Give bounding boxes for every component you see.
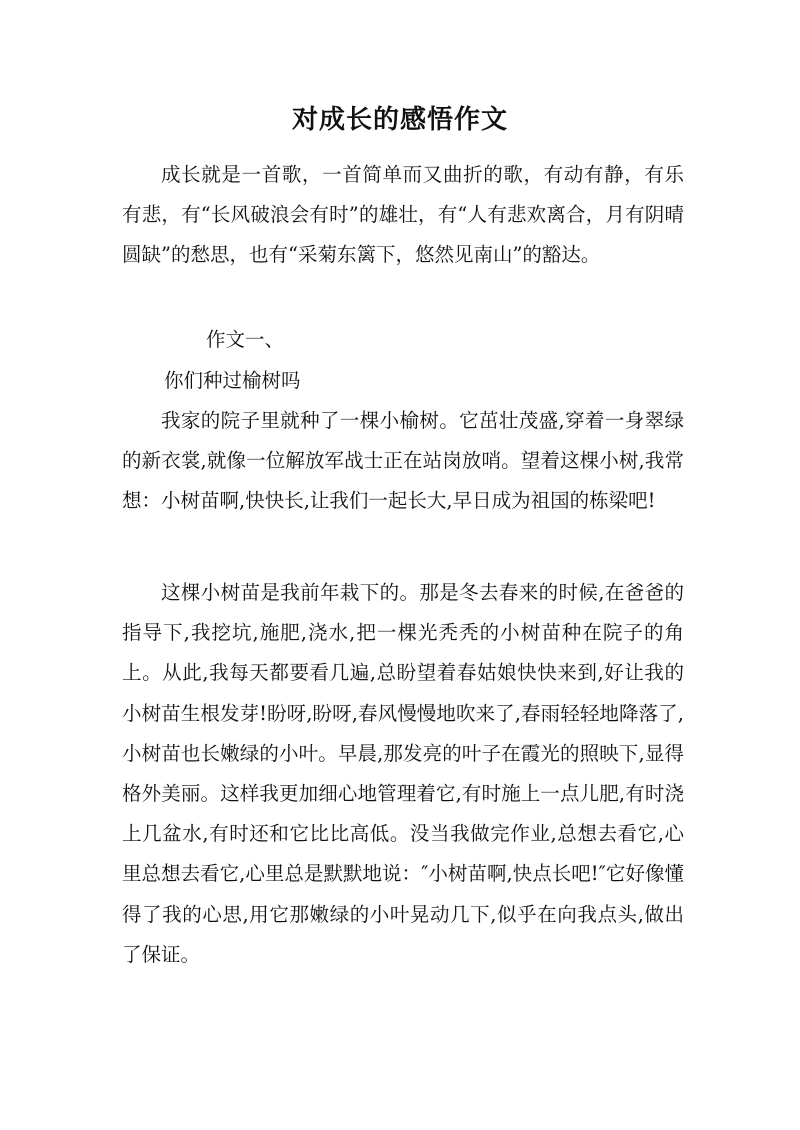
intro-paragraph: 成长就是一首歌，一首简单而又曲折的歌，有动有静，有乐有悲，有“长风破浪会有时”的雄壮，有“人有悲欢离合，月有阴晴圆缺”的愁思，也有“采菊东篱下，悠然见南山”的豁达。 [122,163,684,267]
body-paragraph-2: 这棵小树苗是我前年栽下的。那是冬去春来的时候,在爸爸的指导下,我挖坑,施肥,浇水,把一棵光秃秃的小树苗种在院子的角上。从此,我每天都要看几遍,总盼望着春姑娘快快来到,好让我的小树苗生根发芽!盼呀,盼呀,春风慢慢地吹来了,春雨轻轻地降落了,小树苗也长嫩绿的小叶。早晨,那发亮的叶子在霞光的照映下,显得格外美丽。这样我更加细心地管理着它,有时施上一点儿肥,有时浇上几盆水,有时还和它比比高低。没当我做完作业,总想去看它,心里总想去看它,心里总是默默地说：″小树苗啊,快点长吧!″它好像懂得了我的心思,用它那嫩绿的小叶晃动几下,似乎在向我点头,做出了保证。 [122,581,684,966]
body-paragraph-1: 我家的院子里就种了一棵小榆树。它茁壮茂盛,穿着一身翠绿的新衣裳,就像一位解放军战士正在站岗放哨。望着这棵小树,我常想：小树苗啊,快快长,让我们一起长大,早日成为祖国的栋梁吧! [122,409,684,513]
section-heading: 作文一、 [206,328,285,351]
document-title: 对成长的感悟作文 [291,105,508,135]
essay-subtitle: 你们种过榆树吗 [164,369,301,392]
